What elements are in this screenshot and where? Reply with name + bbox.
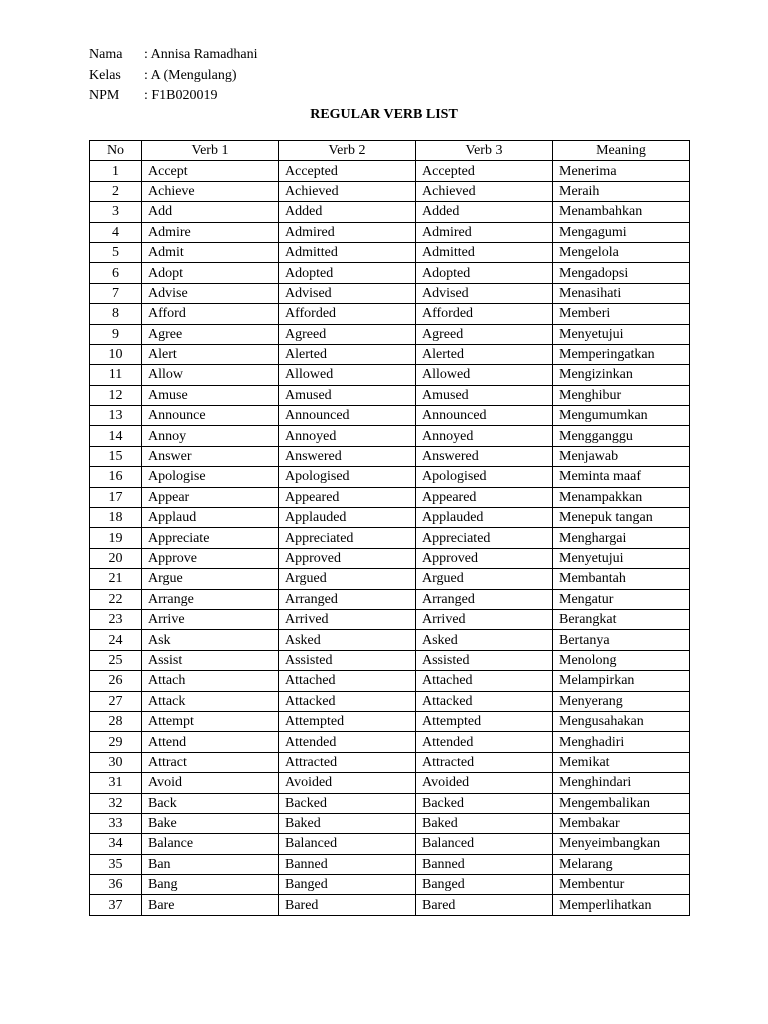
cell-no: 31: [90, 773, 142, 793]
verb-table: [89, 140, 690, 916]
cell-verb3: Allowed: [416, 365, 553, 385]
table-row: [90, 671, 690, 691]
table-row: [90, 344, 690, 364]
cell-meaning: Membantah: [553, 569, 690, 589]
name-row: [89, 45, 258, 66]
cell-meaning: Mengizinkan: [553, 365, 690, 385]
cell-no: 18: [90, 508, 142, 528]
cell-verb2: Agreed: [279, 324, 416, 344]
cell-verb2: Arranged: [279, 589, 416, 609]
cell-meaning: Menghargai: [553, 528, 690, 548]
cell-meaning: Membentur: [553, 875, 690, 895]
cell-no: 10: [90, 344, 142, 364]
cell-verb3: Admired: [416, 222, 553, 242]
cell-no: 8: [90, 304, 142, 324]
cell-meaning: Menampakkan: [553, 487, 690, 507]
cell-no: 23: [90, 609, 142, 629]
cell-no: 19: [90, 528, 142, 548]
cell-no: 22: [90, 589, 142, 609]
cell-verb2: Attacked: [279, 691, 416, 711]
cell-verb2: Attracted: [279, 752, 416, 772]
cell-meaning: Berangkat: [553, 609, 690, 629]
cell-meaning: Menasihati: [553, 283, 690, 303]
table-row: [90, 793, 690, 813]
cell-verb1: Ban: [142, 854, 279, 874]
cell-meaning: Melarang: [553, 854, 690, 874]
cell-verb1: Appreciate: [142, 528, 279, 548]
cell-verb1: Answer: [142, 446, 279, 466]
cell-verb2: Arrived: [279, 609, 416, 629]
cell-verb1: Admit: [142, 242, 279, 262]
cell-verb1: Approve: [142, 548, 279, 568]
cell-verb3: Banged: [416, 875, 553, 895]
cell-verb1: Applaud: [142, 508, 279, 528]
cell-meaning: Memperlihatkan: [553, 895, 690, 915]
cell-meaning: Menolong: [553, 650, 690, 670]
cell-verb1: Add: [142, 202, 279, 222]
cell-no: 5: [90, 242, 142, 262]
cell-verb1: Annoy: [142, 426, 279, 446]
table-body: [90, 161, 690, 915]
cell-meaning: Mengagumi: [553, 222, 690, 242]
cell-no: 37: [90, 895, 142, 915]
cell-verb3: Answered: [416, 446, 553, 466]
cell-verb1: Arrange: [142, 589, 279, 609]
class-label: Kelas: [89, 67, 121, 83]
cell-verb1: Ask: [142, 630, 279, 650]
table-row: [90, 406, 690, 426]
table-row: [90, 467, 690, 487]
cell-no: 20: [90, 548, 142, 568]
cell-no: 30: [90, 752, 142, 772]
student-info: [89, 45, 258, 107]
cell-verb3: Achieved: [416, 181, 553, 201]
cell-no: 36: [90, 875, 142, 895]
cell-verb1: Achieve: [142, 181, 279, 201]
cell-verb2: Bared: [279, 895, 416, 915]
cell-verb2: Banged: [279, 875, 416, 895]
cell-verb2: Approved: [279, 548, 416, 568]
cell-verb1: Advise: [142, 283, 279, 303]
cell-verb1: Admire: [142, 222, 279, 242]
table-row: [90, 181, 690, 201]
cell-verb3: Attempted: [416, 711, 553, 731]
cell-verb3: Appeared: [416, 487, 553, 507]
table-row: [90, 732, 690, 752]
cell-verb2: Appeared: [279, 487, 416, 507]
cell-verb1: Attract: [142, 752, 279, 772]
cell-verb3: Bared: [416, 895, 553, 915]
cell-verb3: Asked: [416, 630, 553, 650]
cell-meaning: Menghadiri: [553, 732, 690, 752]
cell-meaning: Menambahkan: [553, 202, 690, 222]
cell-verb3: Added: [416, 202, 553, 222]
cell-no: 3: [90, 202, 142, 222]
cell-verb3: Attracted: [416, 752, 553, 772]
table-row: [90, 773, 690, 793]
cell-verb1: Agree: [142, 324, 279, 344]
page-title: REGULAR VERB LIST: [310, 107, 458, 122]
cell-verb3: Annoyed: [416, 426, 553, 446]
cell-verb2: Avoided: [279, 773, 416, 793]
cell-verb2: Balanced: [279, 834, 416, 854]
cell-verb2: Accepted: [279, 161, 416, 181]
table-row: [90, 875, 690, 895]
npm-label: NPM: [89, 88, 120, 103]
cell-no: 21: [90, 569, 142, 589]
table-row: [90, 834, 690, 854]
cell-verb1: Attach: [142, 671, 279, 691]
cell-no: 7: [90, 283, 142, 303]
cell-verb1: Attack: [142, 691, 279, 711]
cell-meaning: Meminta maaf: [553, 467, 690, 487]
cell-verb3: Arrived: [416, 609, 553, 629]
header-verb3: Verb 3: [416, 141, 553, 161]
table-row: [90, 426, 690, 446]
cell-no: 35: [90, 854, 142, 874]
table-row: [90, 854, 690, 874]
cell-verb2: Applauded: [279, 508, 416, 528]
cell-meaning: Menepuk tangan: [553, 508, 690, 528]
cell-verb2: Advised: [279, 283, 416, 303]
cell-verb2: Banned: [279, 854, 416, 874]
cell-meaning: Meraih: [553, 181, 690, 201]
table-row: [90, 324, 690, 344]
cell-meaning: Mengadopsi: [553, 263, 690, 283]
cell-verb2: Admired: [279, 222, 416, 242]
table-row: [90, 569, 690, 589]
cell-verb1: Announce: [142, 406, 279, 426]
cell-meaning: Memperingatkan: [553, 344, 690, 364]
cell-verb1: Appear: [142, 487, 279, 507]
cell-verb1: Attend: [142, 732, 279, 752]
cell-verb2: Announced: [279, 406, 416, 426]
name-value: : Annisa Ramadhani: [144, 47, 258, 62]
table-row: [90, 161, 690, 181]
table-row: [90, 589, 690, 609]
cell-meaning: Menyetujui: [553, 548, 690, 568]
cell-verb2: Argued: [279, 569, 416, 589]
cell-meaning: Mengumumkan: [553, 406, 690, 426]
table-row: [90, 548, 690, 568]
cell-no: 27: [90, 691, 142, 711]
cell-verb3: Afforded: [416, 304, 553, 324]
table-row: [90, 895, 690, 915]
cell-meaning: Memikat: [553, 752, 690, 772]
cell-meaning: Melampirkan: [553, 671, 690, 691]
cell-verb2: Amused: [279, 385, 416, 405]
cell-meaning: Menyeimbangkan: [553, 834, 690, 854]
cell-verb2: Backed: [279, 793, 416, 813]
cell-no: 2: [90, 181, 142, 201]
cell-verb3: Applauded: [416, 508, 553, 528]
cell-verb2: Adopted: [279, 263, 416, 283]
cell-meaning: Membakar: [553, 813, 690, 833]
cell-verb3: Avoided: [416, 773, 553, 793]
cell-verb1: Afford: [142, 304, 279, 324]
cell-verb1: Adopt: [142, 263, 279, 283]
cell-verb2: Allowed: [279, 365, 416, 385]
cell-verb2: Admitted: [279, 242, 416, 262]
table-row: [90, 202, 690, 222]
cell-no: 26: [90, 671, 142, 691]
table-row: [90, 304, 690, 324]
cell-verb1: Bake: [142, 813, 279, 833]
cell-verb1: Bang: [142, 875, 279, 895]
cell-meaning: Mengelola: [553, 242, 690, 262]
class-row: [89, 66, 258, 87]
cell-no: 24: [90, 630, 142, 650]
cell-no: 12: [90, 385, 142, 405]
cell-verb3: Amused: [416, 385, 553, 405]
cell-no: 14: [90, 426, 142, 446]
table-row: [90, 222, 690, 242]
cell-verb2: Asked: [279, 630, 416, 650]
cell-verb2: Assisted: [279, 650, 416, 670]
table-row: [90, 385, 690, 405]
cell-verb1: Bare: [142, 895, 279, 915]
cell-verb1: Avoid: [142, 773, 279, 793]
cell-no: 32: [90, 793, 142, 813]
cell-no: 17: [90, 487, 142, 507]
cell-verb2: Annoyed: [279, 426, 416, 446]
cell-meaning: Mengusahakan: [553, 711, 690, 731]
cell-meaning: Mengatur: [553, 589, 690, 609]
table-row: [90, 630, 690, 650]
cell-no: 15: [90, 446, 142, 466]
cell-meaning: Mengganggu: [553, 426, 690, 446]
name-label: Nama: [89, 47, 123, 62]
cell-meaning: Bertanya: [553, 630, 690, 650]
cell-verb2: Afforded: [279, 304, 416, 324]
cell-meaning: Menyetujui: [553, 324, 690, 344]
table-row: [90, 487, 690, 507]
cell-verb1: Arrive: [142, 609, 279, 629]
table-row: [90, 528, 690, 548]
table-row: [90, 263, 690, 283]
cell-no: 34: [90, 834, 142, 854]
cell-meaning: Menghibur: [553, 385, 690, 405]
table-row: [90, 711, 690, 731]
header-no: No: [90, 141, 142, 161]
cell-verb3: Balanced: [416, 834, 553, 854]
table-row: [90, 813, 690, 833]
cell-no: 11: [90, 365, 142, 385]
cell-no: 6: [90, 263, 142, 283]
cell-no: 1: [90, 161, 142, 181]
cell-verb3: Announced: [416, 406, 553, 426]
cell-meaning: Menyerang: [553, 691, 690, 711]
cell-verb1: Balance: [142, 834, 279, 854]
cell-no: 9: [90, 324, 142, 344]
cell-verb1: Allow: [142, 365, 279, 385]
cell-verb3: Assisted: [416, 650, 553, 670]
cell-verb2: Attended: [279, 732, 416, 752]
table-row: [90, 283, 690, 303]
header-verb1: Verb 1: [142, 141, 279, 161]
npm-value: : F1B020019: [144, 88, 218, 103]
cell-verb1: Argue: [142, 569, 279, 589]
cell-verb3: Advised: [416, 283, 553, 303]
cell-verb2: Baked: [279, 813, 416, 833]
table-row: [90, 242, 690, 262]
cell-meaning: Mengembalikan: [553, 793, 690, 813]
cell-verb3: Apologised: [416, 467, 553, 487]
cell-verb3: Attacked: [416, 691, 553, 711]
cell-verb1: Alert: [142, 344, 279, 364]
npm-row: [89, 86, 258, 107]
cell-meaning: Menjawab: [553, 446, 690, 466]
cell-verb3: Backed: [416, 793, 553, 813]
cell-verb2: Apologised: [279, 467, 416, 487]
cell-no: 29: [90, 732, 142, 752]
cell-verb2: Attempted: [279, 711, 416, 731]
cell-verb3: Attended: [416, 732, 553, 752]
cell-verb1: Accept: [142, 161, 279, 181]
cell-verb1: Attempt: [142, 711, 279, 731]
cell-no: 13: [90, 406, 142, 426]
cell-verb3: Appreciated: [416, 528, 553, 548]
cell-verb2: Alerted: [279, 344, 416, 364]
cell-no: 4: [90, 222, 142, 242]
cell-verb1: Back: [142, 793, 279, 813]
cell-verb3: Adopted: [416, 263, 553, 283]
cell-no: 25: [90, 650, 142, 670]
table-header-row: [90, 141, 690, 161]
table-row: [90, 691, 690, 711]
cell-verb3: Admitted: [416, 242, 553, 262]
table-row: [90, 508, 690, 528]
table-row: [90, 609, 690, 629]
cell-verb2: Achieved: [279, 181, 416, 201]
cell-verb3: Arranged: [416, 589, 553, 609]
cell-no: 33: [90, 813, 142, 833]
cell-verb1: Amuse: [142, 385, 279, 405]
cell-meaning: Menghindari: [553, 773, 690, 793]
cell-no: 16: [90, 467, 142, 487]
cell-verb2: Attached: [279, 671, 416, 691]
cell-verb3: Agreed: [416, 324, 553, 344]
header-meaning: Meaning: [553, 141, 690, 161]
class-value: : A (Mengulang): [144, 67, 237, 83]
cell-verb3: Banned: [416, 854, 553, 874]
table-row: [90, 365, 690, 385]
cell-verb3: Attached: [416, 671, 553, 691]
cell-verb3: Approved: [416, 548, 553, 568]
table-row: [90, 446, 690, 466]
table-row: [90, 650, 690, 670]
cell-verb3: Alerted: [416, 344, 553, 364]
cell-verb2: Appreciated: [279, 528, 416, 548]
cell-verb2: Answered: [279, 446, 416, 466]
cell-meaning: Memberi: [553, 304, 690, 324]
cell-meaning: Menerima: [553, 161, 690, 181]
cell-no: 28: [90, 711, 142, 731]
cell-verb1: Assist: [142, 650, 279, 670]
cell-verb3: Baked: [416, 813, 553, 833]
cell-verb3: Argued: [416, 569, 553, 589]
cell-verb2: Added: [279, 202, 416, 222]
cell-verb1: Apologise: [142, 467, 279, 487]
table-row: [90, 752, 690, 772]
cell-verb3: Accepted: [416, 161, 553, 181]
header-verb2: Verb 2: [279, 141, 416, 161]
